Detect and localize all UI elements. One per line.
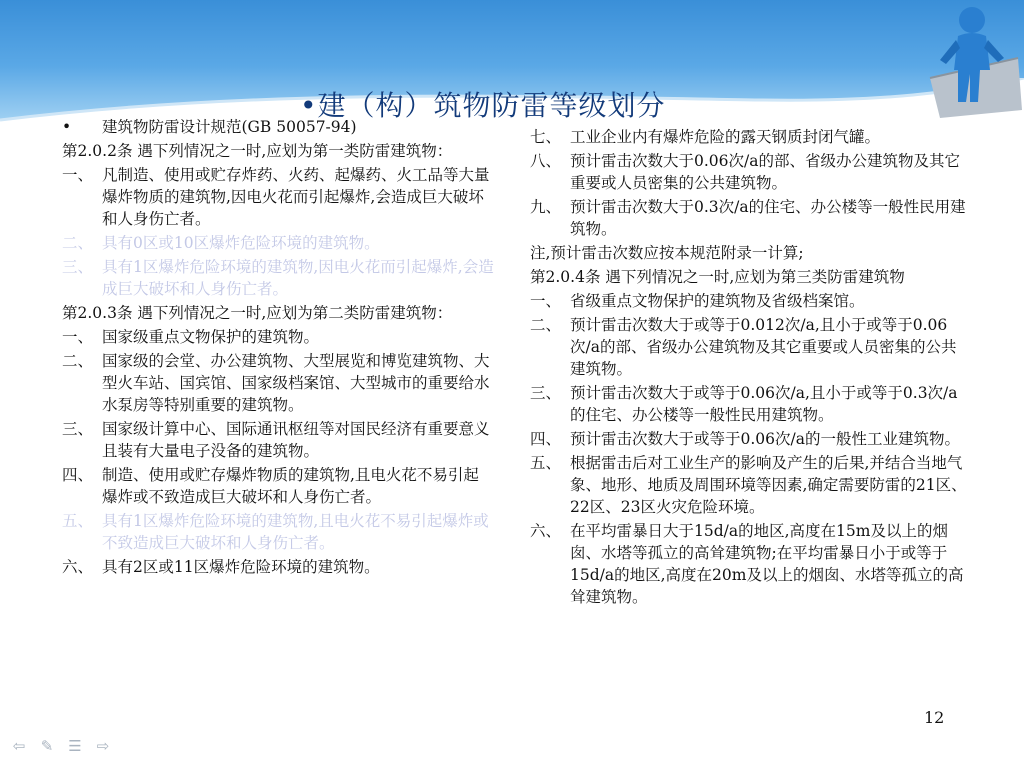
paragraph-text: 具有0区或10区爆炸危险环境的建筑物。 [102, 234, 380, 252]
paragraph-lead: 六、 [62, 558, 94, 576]
paragraph-lead: 八、 [530, 152, 562, 170]
slide-navigation [10, 738, 112, 754]
left-column [62, 116, 494, 580]
right-column [530, 126, 970, 610]
left-paragraph [62, 164, 494, 230]
right-paragraph [530, 520, 970, 608]
paragraph-lead: 一、 [62, 166, 94, 184]
paragraph-lead: 第2.0.2条 [62, 142, 133, 160]
paragraph-text: 预计雷击次数大于0.06次/a的部、省级办公建筑物及其它重要或人员密集的公共建筑物。 [570, 152, 960, 192]
left-paragraph [62, 140, 494, 162]
paragraph-text: 预计雷击次数大于或等于0.06次/a,且小于或等于0.3次/a的住宅、办公楼等一般性民用建筑物。 [570, 384, 958, 424]
paragraph-lead: 二、 [530, 316, 562, 334]
right-paragraph [530, 126, 970, 148]
paragraph-lead: 四、 [62, 466, 94, 484]
left-paragraph [62, 302, 494, 324]
paragraph-lead: 三、 [530, 384, 562, 402]
arrow-right-icon[interactable]: ⇨ [96, 737, 110, 755]
paragraph-text: 具有1区爆炸危险环境的建筑物,且电火花不易引起爆炸或不致造成巨大破坏和人身伤亡者。 [102, 512, 489, 552]
left-paragraph [62, 232, 494, 254]
left-paragraph [62, 556, 494, 578]
paragraph-text: 具有2区或11区爆炸危险环境的建筑物。 [102, 558, 380, 576]
left-paragraph [62, 350, 494, 416]
slide-title: •建（构）筑物防雷等级划分 [300, 89, 666, 122]
paragraph-lead: 第2.0.4条 [530, 268, 601, 286]
paragraph-text: 国家级的会堂、办公建筑物、大型展览和博览建筑物、大型火车站、国宾馆、国家级档案馆、大型城市的重要给水水泵房等特别重要的建筑物。 [102, 352, 490, 414]
paragraph-text: 遇下列情况之一时,应划为第三类防雷建筑物 [600, 268, 905, 286]
paragraph-lead: 一、 [62, 328, 94, 346]
paragraph-text: 预计雷击次数大于或等于0.012次/a,且小于或等于0.06次/a的部、省级办公建筑物及其它重要或人员密集的公共建筑物。 [570, 316, 957, 378]
left-paragraph [62, 326, 494, 348]
left-paragraph [62, 464, 494, 508]
right-paragraph [530, 428, 970, 450]
paragraph-text: 工业企业内有爆炸危险的露天钢质封闭气罐。 [570, 128, 881, 146]
paragraph-text: 根据雷击后对工业生产的影响及产生的后果,并结合当地气象、地形、地质及周围环境等因素,确定需要防雷的21区、22区、23区火灾危险环境。 [570, 454, 967, 516]
paragraph-text: 遇下列情况之一时,应划为第二类防雷建筑物： [132, 304, 453, 322]
paragraph-lead: 九、 [530, 198, 562, 216]
paragraph-lead: 六、 [530, 522, 562, 540]
paragraph-text: 预计雷击次数大于0.3次/a的住宅、办公楼等一般性民用建筑物。 [570, 198, 966, 238]
right-paragraph [530, 290, 970, 312]
paragraph-lead: • [62, 118, 72, 136]
right-paragraph [530, 196, 970, 240]
right-paragraph [530, 266, 970, 288]
paragraph-lead: 五、 [62, 512, 94, 530]
right-paragraph [530, 242, 970, 264]
paragraph-text: 建筑物防雷设计规范(GB 50057-94) [102, 118, 357, 136]
paragraph-lead: 二、 [62, 234, 94, 252]
page-number: 12 [924, 708, 945, 727]
paragraph-lead: 一、 [530, 292, 562, 310]
paragraph-lead: 四、 [530, 430, 562, 448]
paragraph-text: 预计雷击次数大于或等于0.06次/a的一般性工业建筑物。 [570, 430, 960, 448]
paragraph-lead: 三、 [62, 258, 94, 276]
left-paragraph [62, 418, 494, 462]
right-paragraph [530, 150, 970, 194]
left-paragraph [62, 510, 494, 554]
right-paragraph [530, 382, 970, 426]
paragraph-text: 凡制造、使用或贮存炸药、火药、起爆药、火工品等大量爆炸物质的建筑物,因电火花而引起爆炸,会造成巨大破坏和人身伤亡者。 [102, 166, 490, 228]
left-paragraph [62, 256, 494, 300]
paragraph-lead: 二、 [62, 352, 94, 370]
paragraph-text: 遇下列情况之一时,应划为第一类防雷建筑物： [132, 142, 453, 160]
right-paragraph [530, 452, 970, 518]
paragraph-lead: 第2.0.3条 [62, 304, 133, 322]
paragraph-text: 省级重点文物保护的建筑物及省级档案馆。 [570, 292, 865, 310]
paragraph-lead: 五、 [530, 454, 562, 472]
left-paragraph [62, 116, 494, 138]
arrow-left-icon[interactable]: ⇦ [12, 737, 26, 755]
pen-icon[interactable]: ✎ [40, 737, 54, 755]
paragraph-text: 具有1区爆炸危险环境的建筑物,因电火花而引起爆炸,会造成巨大破坏和人身伤亡者。 [102, 258, 494, 298]
paragraph-text: 国家级重点文物保护的建筑物。 [102, 328, 320, 346]
paragraph-lead: 七、 [530, 128, 562, 146]
person-figure-icon [900, 0, 1024, 120]
paragraph-lead: 三、 [62, 420, 94, 438]
paragraph-text: 在平均雷暴日大于15d/a的地区,高度在15m及以上的烟囱、水塔等孤立的高耸建筑物;在平均雷暴日小于或等于15d/a的地区,高度在20m及以上的烟囱、水塔等孤立的高耸建筑物。 [570, 522, 964, 606]
paragraph-text: 制造、使用或贮存爆炸物质的建筑物,且电火花不易引起爆炸或不致造成巨大破坏和人身伤亡者。 [102, 466, 479, 506]
paragraph-text: 注,预计雷击次数应按本规范附录一计算; [530, 244, 804, 262]
paragraph-text: 国家级计算中心、国际通讯枢纽等对国民经济有重要意义且装有大量电子没备的建筑物。 [102, 420, 490, 460]
menu-icon[interactable]: ☰ [68, 737, 82, 755]
right-paragraph [530, 314, 970, 380]
